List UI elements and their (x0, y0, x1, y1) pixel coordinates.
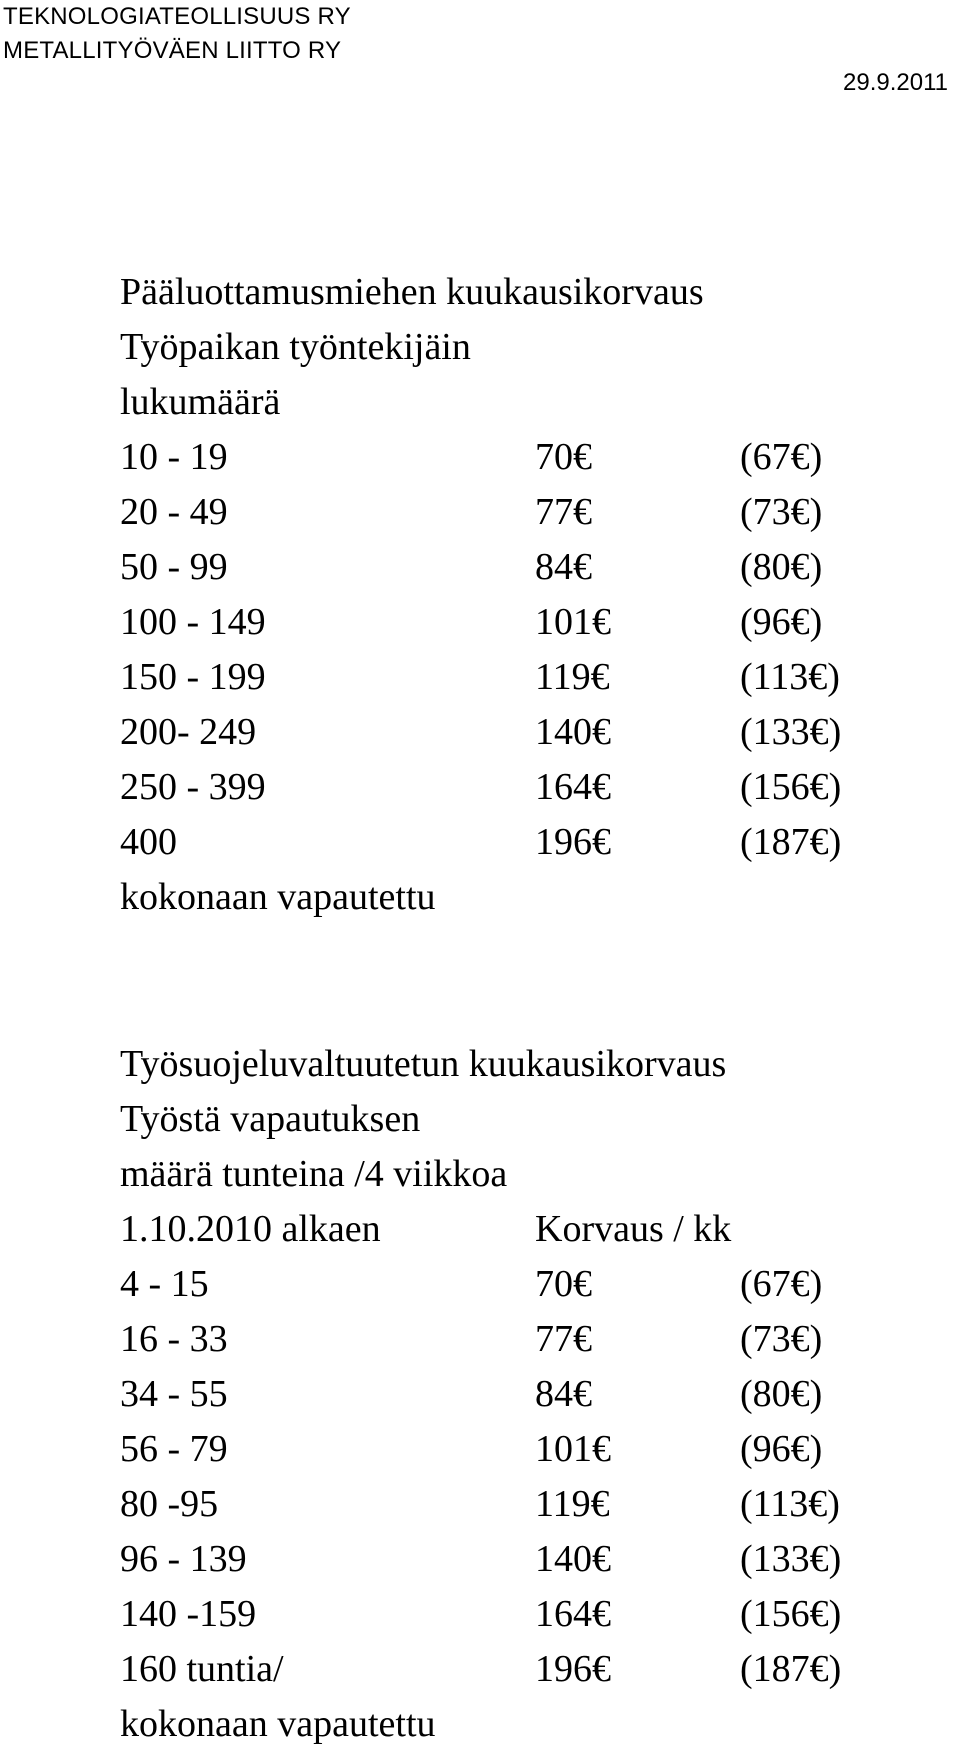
previous-amount: (96€) (740, 601, 823, 643)
table-row (120, 705, 842, 760)
table-row (120, 430, 823, 485)
previous-amount: (73€) (740, 1318, 823, 1360)
hours-range: 160 tuntia/ (120, 1648, 284, 1690)
chief-shop-steward-compensation-section (120, 265, 842, 925)
previous-amount: (133€) (740, 711, 842, 753)
previous-amount: (80€) (740, 546, 823, 588)
previous-amount: (187€) (740, 1648, 842, 1690)
employee-range: 250 - 399 (120, 766, 266, 808)
table-header-row (120, 1202, 732, 1257)
compensation-amount: 77€ (535, 1318, 592, 1360)
table-row (120, 540, 823, 595)
table-row (120, 1532, 842, 1587)
previous-amount: (113€) (740, 1483, 840, 1525)
compensation-amount: 164€ (535, 1593, 611, 1635)
section-footer: kokonaan vapautettu (120, 1703, 436, 1745)
compensation-amount: 70€ (535, 1263, 592, 1305)
compensation-amount: 101€ (535, 601, 611, 643)
compensation-amount: 77€ (535, 491, 592, 533)
table-row (120, 1312, 823, 1367)
table-row (120, 1367, 823, 1422)
employee-range: 50 - 99 (120, 546, 228, 588)
employee-range: 10 - 19 (120, 436, 228, 478)
compensation-amount: 140€ (535, 711, 611, 753)
section-subtitle: Työpaikan työntekijäin (120, 326, 471, 368)
table-row (120, 760, 842, 815)
employee-range: 100 - 149 (120, 601, 266, 643)
previous-amount: (156€) (740, 766, 842, 808)
column-header-from: 1.10.2010 alkaen (120, 1208, 381, 1250)
compensation-amount: 70€ (535, 436, 592, 478)
organization-name-1: TEKNOLOGIATEOLLISUUS RY (3, 3, 351, 30)
compensation-amount: 196€ (535, 821, 611, 863)
employee-range: 200- 249 (120, 711, 257, 753)
safety-delegate-compensation-section (120, 1037, 842, 1752)
hours-range: 4 - 15 (120, 1263, 209, 1305)
table-row (120, 595, 823, 650)
table-row (120, 815, 842, 870)
employee-range: 400 (120, 821, 177, 863)
previous-amount: (80€) (740, 1373, 823, 1415)
hours-range: 16 - 33 (120, 1318, 228, 1360)
previous-amount: (187€) (740, 821, 842, 863)
section-footer: kokonaan vapautettu (120, 876, 436, 918)
compensation-amount: 164€ (535, 766, 611, 808)
previous-amount: (73€) (740, 491, 823, 533)
previous-amount: (96€) (740, 1428, 823, 1470)
compensation-amount: 84€ (535, 1373, 592, 1415)
compensation-amount: 119€ (535, 1483, 610, 1525)
hours-range: 56 - 79 (120, 1428, 228, 1470)
section-subtitle: lukumäärä (120, 381, 281, 423)
hours-range: 34 - 55 (120, 1373, 228, 1415)
table-row (120, 1642, 842, 1697)
section-subtitle: Työstä vapautuksen (120, 1098, 421, 1140)
compensation-amount: 196€ (535, 1648, 611, 1690)
section-title: Pääluottamusmiehen kuukausikorvaus (120, 271, 704, 313)
organization-name-2: METALLITYÖVÄEN LIITTO RY (3, 37, 342, 64)
employee-range: 150 - 199 (120, 656, 266, 698)
compensation-amount: 140€ (535, 1538, 611, 1580)
table-row (120, 485, 823, 540)
compensation-amount: 84€ (535, 546, 592, 588)
section-title: Työsuojeluvaltuutetun kuukausikorvaus (120, 1043, 727, 1085)
organization-header (3, 0, 351, 68)
table-row (120, 650, 840, 705)
compensation-amount: 101€ (535, 1428, 611, 1470)
table-row (120, 1587, 842, 1642)
previous-amount: (67€) (740, 436, 823, 478)
previous-amount: (67€) (740, 1263, 823, 1305)
table-row (120, 1422, 823, 1477)
column-header-compensation: Korvaus / kk (535, 1208, 732, 1250)
document-date: 29.9.2011 (843, 69, 948, 96)
table-row (120, 1477, 840, 1532)
previous-amount: (156€) (740, 1593, 842, 1635)
employee-range: 20 - 49 (120, 491, 228, 533)
compensation-amount: 119€ (535, 656, 610, 698)
previous-amount: (113€) (740, 656, 840, 698)
hours-range: 140 -159 (120, 1593, 257, 1635)
previous-amount: (133€) (740, 1538, 842, 1580)
section-subtitle: määrä tunteina /4 viikkoa (120, 1153, 508, 1195)
hours-range: 96 - 139 (120, 1538, 247, 1580)
table-row (120, 1257, 823, 1312)
hours-range: 80 -95 (120, 1483, 219, 1525)
